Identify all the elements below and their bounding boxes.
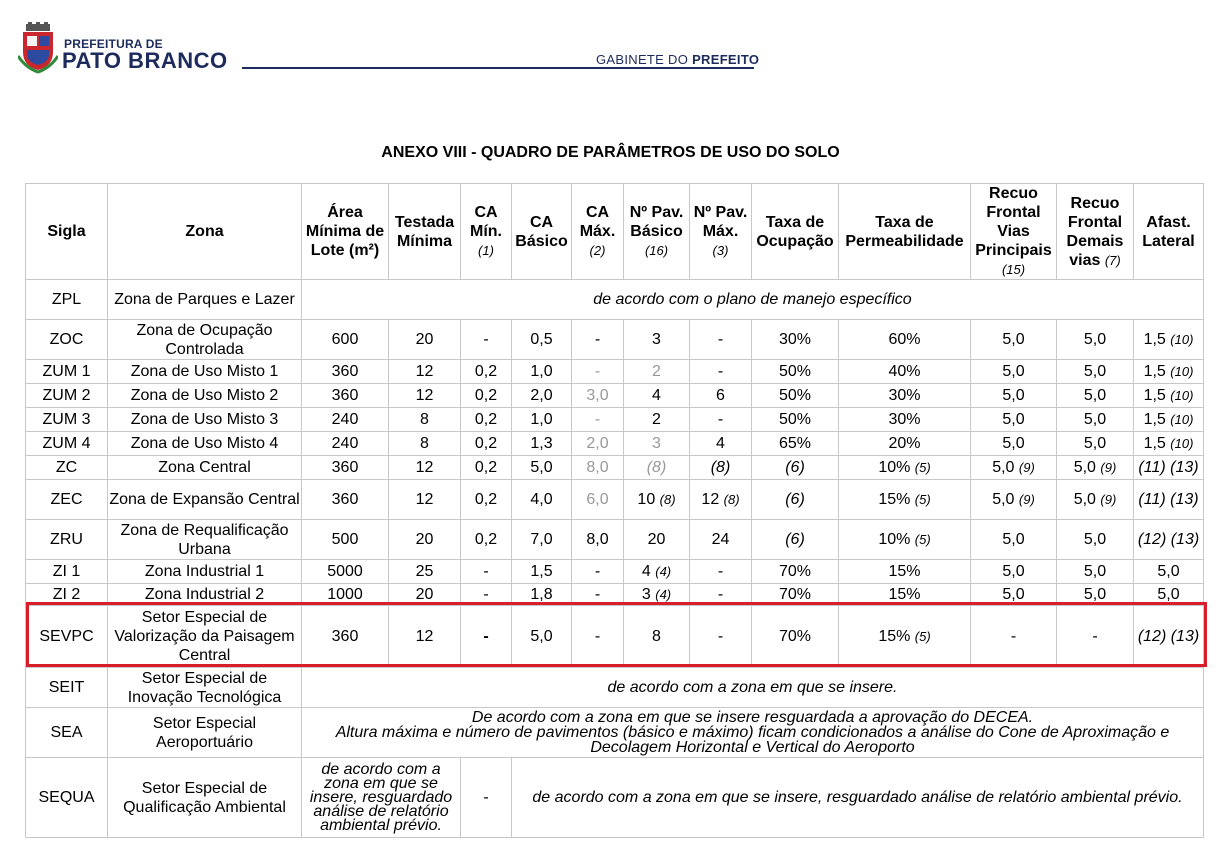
cell-taxa-perm-value: 10%	[878, 459, 911, 476]
col-zona: Zona	[108, 184, 302, 280]
cell-recuo-dv	[1057, 480, 1134, 520]
cell-afast	[1134, 320, 1204, 360]
cell-pav-basico: 20	[624, 520, 690, 560]
page-title: ANEXO VIII - QUADRO DE PARÂMETROS DE USO DO SOLO	[381, 144, 840, 161]
cell-pav-basico-value: 4	[641, 563, 651, 580]
table-row-zum1	[26, 360, 1204, 384]
cell-sigla: SEA	[26, 708, 108, 758]
cell-taxa-ocup: 70%	[752, 584, 839, 606]
org-line1: PREFEITURA DE	[64, 37, 163, 51]
cell-area: 360	[302, 360, 389, 384]
cell-ca-min: -	[461, 758, 512, 838]
cell-ca-min: 0,2	[461, 384, 512, 408]
cell-area: 240	[302, 408, 389, 432]
cell-taxa-perm: 30%	[839, 408, 971, 432]
cell-taxa-perm: 15%	[839, 584, 971, 606]
cell-afast	[1134, 360, 1204, 384]
cell-ca-max: -	[572, 320, 624, 360]
cell-ca-max: 8,0	[572, 456, 624, 480]
cell-area: 500	[302, 520, 389, 560]
cell-ca-min: -	[461, 320, 512, 360]
cell-ca-basico: 1,0	[512, 360, 572, 384]
cell-pav-basico: 8	[624, 606, 690, 668]
cell-pav-basico	[624, 480, 690, 520]
cell-zona: Zona Central	[108, 456, 302, 480]
cell-testada: 12	[389, 384, 461, 408]
cell-ca-min: 0,2	[461, 432, 512, 456]
cell-sigla: SEVPC	[26, 606, 108, 668]
cell-taxa-perm: 15%	[839, 560, 971, 584]
cell-ca-basico: 1,3	[512, 432, 572, 456]
cell-testada: 25	[389, 560, 461, 584]
cell-pav-basico: 3	[624, 432, 690, 456]
cell-taxa-perm: 20%	[839, 432, 971, 456]
cell-pav-basico-note: (4)	[655, 564, 672, 579]
cell-span-note: de acordo com o plano de manejo específico	[302, 280, 1204, 320]
cell-afast-note: (10)	[1170, 388, 1194, 403]
col-ca-max-label: CA Máx.	[579, 204, 616, 240]
col-pav-max-label: Nº Pav. Máx.	[693, 204, 748, 240]
cell-afast-value: 1,5	[1143, 435, 1166, 452]
cell-recuo-vp-value: 5,0	[992, 491, 1015, 508]
cell-recuo-dv: 5,0	[1057, 520, 1134, 560]
cell-zona: Zona de Parques e Lazer	[108, 280, 302, 320]
cell-span-note	[302, 708, 1204, 758]
cell-area-note: de acordo com a zona em que se insere, resguardado análise de relatório ambiental prévio.	[302, 758, 461, 838]
cell-taxa-perm	[839, 520, 971, 560]
cell-zona: Zona de Uso Misto 2	[108, 384, 302, 408]
cell-ca-basico: 7,0	[512, 520, 572, 560]
cell-afast-value: 1,5	[1143, 411, 1166, 428]
coat-of-arms-icon	[18, 22, 58, 74]
cell-ca-min: 0,2	[461, 480, 512, 520]
cell-taxa-perm: 60%	[839, 320, 971, 360]
cell-taxa-ocup: 50%	[752, 360, 839, 384]
highlight-box	[26, 602, 1207, 667]
cell-pav-max	[690, 480, 752, 520]
cell-ca-basico: 0,5	[512, 320, 572, 360]
cell-recuo-vp: -	[971, 606, 1057, 668]
cell-testada: 20	[389, 584, 461, 606]
cell-sigla: ZUM 4	[26, 432, 108, 456]
cell-recuo-vp	[971, 480, 1057, 520]
col-ca-basico: CA Básico	[512, 184, 572, 280]
cell-ca-max: -	[572, 606, 624, 668]
cell-afast: (11) (13)	[1134, 480, 1204, 520]
cell-recuo-dv: 5,0	[1057, 584, 1134, 606]
col-recuo-vp-note: (15)	[1001, 262, 1026, 277]
col-ca-min	[461, 184, 512, 280]
cell-pav-basico-note: (4)	[655, 587, 672, 602]
cell-recuo-dv: 5,0	[1057, 360, 1134, 384]
cell-recuo-dv: -	[1057, 606, 1134, 668]
cell-taxa-perm	[839, 456, 971, 480]
table-row-zum3	[26, 408, 1204, 432]
cell-testada: 8	[389, 432, 461, 456]
cell-pav-basico: 2	[624, 408, 690, 432]
cell-recuo-vp: 5,0	[971, 408, 1057, 432]
cell-zona: Zona Industrial 1	[108, 560, 302, 584]
cell-ca-max: 2,0	[572, 432, 624, 456]
cell-ca-max: 6,0	[572, 480, 624, 520]
cell-taxa-perm: 30%	[839, 384, 971, 408]
cell-pav-basico-value: 3	[641, 586, 651, 603]
cell-pav-max: -	[690, 584, 752, 606]
cell-ca-max: -	[572, 360, 624, 384]
cell-taxa-ocup: (6)	[752, 520, 839, 560]
cell-area: 240	[302, 432, 389, 456]
cell-recuo-dv-note: (9)	[1100, 460, 1117, 475]
cell-recuo-dv: 5,0	[1057, 384, 1134, 408]
page-header	[0, 0, 1221, 90]
cell-pav-basico-value: 10	[637, 491, 656, 508]
col-afast: Afast. Lateral	[1134, 184, 1204, 280]
cell-taxa-ocup: 50%	[752, 384, 839, 408]
cell-zona: Zona de Uso Misto 3	[108, 408, 302, 432]
cell-sigla: ZPL	[26, 280, 108, 320]
header-row	[26, 184, 1204, 280]
col-ca-min-label: CA Mín.	[470, 204, 502, 240]
cell-ca-max: 8,0	[572, 520, 624, 560]
cell-zona: Setor Especial de Qualificação Ambiental	[108, 758, 302, 838]
cell-pav-max: -	[690, 560, 752, 584]
cell-pav-basico-note: (8)	[659, 492, 676, 507]
cell-ca-max: -	[572, 408, 624, 432]
cell-recuo-vp: 5,0	[971, 520, 1057, 560]
cell-taxa-perm-note: (5)	[914, 532, 931, 547]
cell-recuo-dv-note: (9)	[1100, 492, 1117, 507]
cell-taxa-perm-value: 10%	[878, 531, 911, 548]
cell-recuo-vp: 5,0	[971, 432, 1057, 456]
cell-afast: (11) (13)	[1134, 456, 1204, 480]
cell-taxa-perm-value: 15%	[878, 628, 911, 645]
cell-afast: 5,0	[1134, 584, 1204, 606]
cell-pav-max: 6	[690, 384, 752, 408]
table-row-zc	[26, 456, 1204, 480]
col-pav-max	[690, 184, 752, 280]
cell-recuo-dv: 5,0	[1057, 320, 1134, 360]
cell-ca-min: 0,2	[461, 360, 512, 384]
cell-area: 360	[302, 456, 389, 480]
col-recuo-vp	[971, 184, 1057, 280]
cell-zona: Zona de Ocupação Controlada	[108, 320, 302, 360]
col-pav-basico-label: Nº Pav. Básico	[629, 204, 684, 240]
land-use-table	[25, 183, 1204, 838]
cell-afast: (12) (13)	[1134, 606, 1204, 668]
cell-area: 5000	[302, 560, 389, 584]
cell-taxa-ocup: 70%	[752, 560, 839, 584]
cell-afast	[1134, 384, 1204, 408]
cell-pav-max: -	[690, 320, 752, 360]
cell-ca-min: 0,2	[461, 456, 512, 480]
cell-zona: Zona de Expansão Central	[108, 480, 302, 520]
cell-pav-max: 4	[690, 432, 752, 456]
col-testada: Testada Mínima	[389, 184, 461, 280]
office-label	[596, 52, 759, 67]
cell-recuo-vp: 5,0	[971, 584, 1057, 606]
cell-ca-max: 3,0	[572, 384, 624, 408]
cell-taxa-perm-note: (5)	[914, 492, 931, 507]
table-row-sea	[26, 708, 1204, 758]
cell-ca-min: 0,2	[461, 408, 512, 432]
cell-pav-basico: 3	[624, 320, 690, 360]
cell-sigla: ZRU	[26, 520, 108, 560]
cell-recuo-vp: 5,0	[971, 320, 1057, 360]
cell-sigla: ZC	[26, 456, 108, 480]
cell-zona: Setor Especial de Inovação Tecnológica	[108, 668, 302, 708]
col-recuo-vp-label: Recuo Frontal Vias Principais	[975, 185, 1052, 259]
cell-ca-min: 0,2	[461, 520, 512, 560]
col-taxa-perm: Taxa de Permeabilidade	[839, 184, 971, 280]
cell-taxa-perm-note: (5)	[914, 629, 931, 644]
office-bold: PREFEITO	[692, 52, 760, 67]
cell-pav-max: (8)	[690, 456, 752, 480]
cell-area: 360	[302, 384, 389, 408]
sea-note-line2: Altura máxima e número de pavimentos (básico e máximo) ficam condicionados a análise do Cone de Aproximação e Decolagem Horizontal e Vertical do Aeroporto	[335, 724, 1170, 756]
col-recuo-dv	[1057, 184, 1134, 280]
cell-zona: Zona Industrial 2	[108, 584, 302, 606]
table-row-sequa	[26, 758, 1204, 838]
table-row-zum4	[26, 432, 1204, 456]
cell-span-note: de acordo com a zona em que se insere, resguardado análise de relatório ambiental prévio.	[512, 758, 1204, 838]
cell-recuo-dv: 5,0	[1057, 560, 1134, 584]
cell-sigla: ZEC	[26, 480, 108, 520]
cell-recuo-vp	[971, 456, 1057, 480]
cell-ca-min: -	[461, 606, 512, 668]
cell-recuo-vp-value: 5,0	[992, 459, 1015, 476]
cell-ca-basico: 1,5	[512, 560, 572, 584]
cell-ca-basico: 1,0	[512, 408, 572, 432]
cell-pav-max: 24	[690, 520, 752, 560]
cell-afast-value: 1,5	[1143, 387, 1166, 404]
cell-recuo-dv	[1057, 456, 1134, 480]
cell-recuo-dv: 5,0	[1057, 408, 1134, 432]
col-sigla: Sigla	[26, 184, 108, 280]
table-row-zoc	[26, 320, 1204, 360]
cell-taxa-perm: 40%	[839, 360, 971, 384]
cell-afast-note: (10)	[1170, 436, 1194, 451]
sea-note-line1: De acordo com a zona em que se insere resguardada a aprovação do DECEA.	[471, 709, 1034, 726]
cell-afast-note: (10)	[1170, 412, 1194, 427]
cell-zona: Zona de Uso Misto 4	[108, 432, 302, 456]
col-ca-max	[572, 184, 624, 280]
table-row-zpl	[26, 280, 1204, 320]
cell-ca-basico: 1,8	[512, 584, 572, 606]
office-prefix: GABINETE DO	[596, 52, 693, 67]
col-ca-min-note: (1)	[478, 243, 494, 258]
cell-pav-basico: 4	[624, 384, 690, 408]
cell-sigla: ZUM 3	[26, 408, 108, 432]
cell-zona: Zona de Requalificação Urbana	[108, 520, 302, 560]
table-row-zec	[26, 480, 1204, 520]
cell-area: 360	[302, 606, 389, 668]
cell-taxa-perm	[839, 480, 971, 520]
cell-ca-basico: 5,0	[512, 606, 572, 668]
cell-testada: 12	[389, 606, 461, 668]
cell-pav-basico: 2	[624, 360, 690, 384]
cell-ca-min: -	[461, 560, 512, 584]
cell-ca-basico: 4,0	[512, 480, 572, 520]
cell-afast-note: (10)	[1170, 332, 1194, 347]
col-area: Área Mínima de Lote (m²)	[302, 184, 389, 280]
cell-pav-max: -	[690, 606, 752, 668]
cell-recuo-dv: 5,0	[1057, 432, 1134, 456]
cell-ca-min: -	[461, 584, 512, 606]
cell-zona: Setor Especial de Valorização da Paisagem Central	[108, 606, 302, 668]
cell-recuo-vp-note: (9)	[1018, 492, 1035, 507]
cell-pav-max-value: 12	[701, 491, 720, 508]
cell-area: 1000	[302, 584, 389, 606]
cell-testada: 12	[389, 480, 461, 520]
cell-sigla: SEIT	[26, 668, 108, 708]
cell-recuo-vp: 5,0	[971, 384, 1057, 408]
cell-area: 360	[302, 480, 389, 520]
cell-sigla: ZUM 1	[26, 360, 108, 384]
cell-taxa-perm-value: 15%	[878, 491, 911, 508]
cell-taxa-ocup: 50%	[752, 408, 839, 432]
cell-taxa-ocup: (6)	[752, 480, 839, 520]
cell-recuo-dv-value: 5,0	[1073, 491, 1096, 508]
cell-sigla: ZOC	[26, 320, 108, 360]
cell-testada: 12	[389, 456, 461, 480]
cell-afast	[1134, 408, 1204, 432]
cell-afast: 5,0	[1134, 560, 1204, 584]
cell-testada: 12	[389, 360, 461, 384]
cell-pav-max: -	[690, 408, 752, 432]
cell-span-note: de acordo com a zona em que se insere.	[302, 668, 1204, 708]
cell-recuo-vp: 5,0	[971, 360, 1057, 384]
cell-pav-basico	[624, 560, 690, 584]
cell-taxa-ocup: 70%	[752, 606, 839, 668]
cell-afast-note: (10)	[1170, 364, 1194, 379]
table-row-zum2	[26, 384, 1204, 408]
cell-pav-max-note: (8)	[723, 492, 740, 507]
col-pav-max-note: (3)	[712, 243, 729, 258]
cell-afast-value: 1,5	[1143, 363, 1166, 380]
cell-ca-basico: 5,0	[512, 456, 572, 480]
table-row-zru	[26, 520, 1204, 560]
col-pav-basico	[624, 184, 690, 280]
header-rule	[242, 67, 754, 69]
cell-sigla: ZI 2	[26, 584, 108, 606]
col-taxa-ocup: Taxa de Ocupação	[752, 184, 839, 280]
cell-ca-max: -	[572, 560, 624, 584]
cell-sigla: ZUM 2	[26, 384, 108, 408]
cell-recuo-vp: 5,0	[971, 560, 1057, 584]
cell-sigla: SEQUA	[26, 758, 108, 838]
cell-recuo-dv-value: 5,0	[1073, 459, 1096, 476]
cell-ca-max: -	[572, 584, 624, 606]
col-ca-max-note: (2)	[589, 243, 606, 258]
col-pav-basico-note: (16)	[644, 243, 669, 258]
cell-taxa-ocup: (6)	[752, 456, 839, 480]
cell-afast: (12) (13)	[1134, 520, 1204, 560]
cell-sigla: ZI 1	[26, 560, 108, 584]
table-row-seit	[26, 668, 1204, 708]
cell-afast	[1134, 432, 1204, 456]
col-recuo-dv-note: (7)	[1104, 252, 1121, 268]
cell-pav-basico: (8)	[624, 456, 690, 480]
table-row-zi1	[26, 560, 1204, 584]
cell-area: 600	[302, 320, 389, 360]
org-line2: PATO BRANCO	[62, 48, 228, 73]
cell-testada: 20	[389, 520, 461, 560]
cell-taxa-ocup: 30%	[752, 320, 839, 360]
cell-recuo-vp-note: (9)	[1018, 460, 1035, 475]
cell-taxa-ocup: 65%	[752, 432, 839, 456]
cell-ca-basico: 2,0	[512, 384, 572, 408]
cell-pav-max: -	[690, 360, 752, 384]
cell-zona: Zona de Uso Misto 1	[108, 360, 302, 384]
cell-taxa-perm-note: (5)	[914, 460, 931, 475]
col-recuo-dv-label: Recuo Frontal Demais vias	[1066, 194, 1124, 269]
cell-zona: Setor Especial Aeroportuário	[108, 708, 302, 758]
cell-testada: 8	[389, 408, 461, 432]
cell-afast-value: 1,5	[1143, 331, 1166, 348]
cell-testada: 20	[389, 320, 461, 360]
